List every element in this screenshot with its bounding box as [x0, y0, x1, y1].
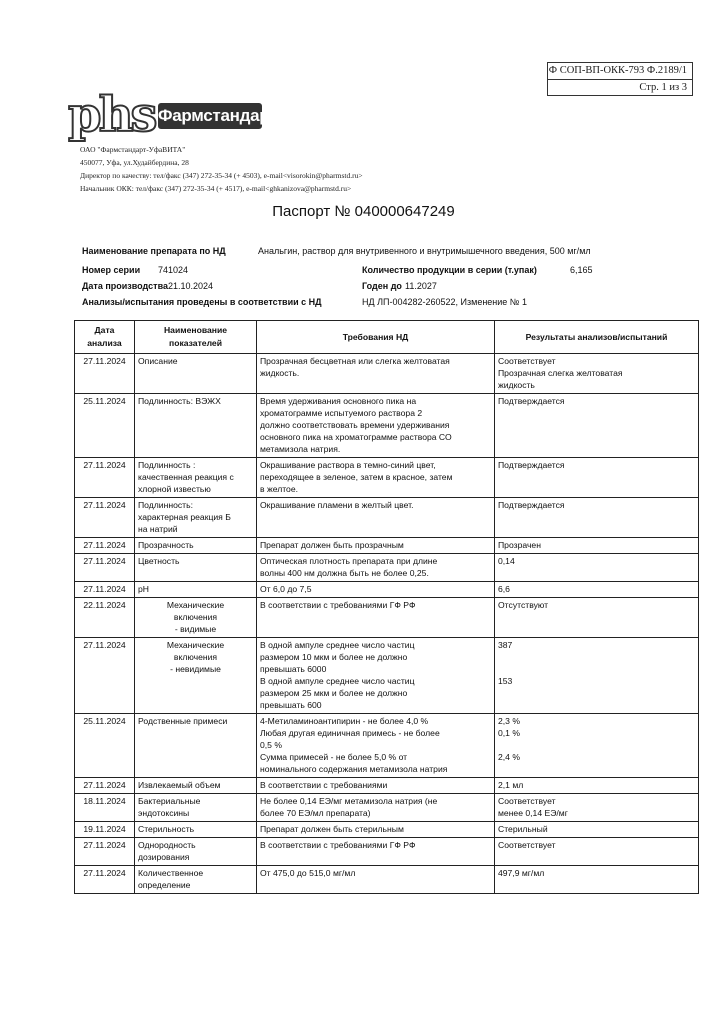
expiry-label: Годен до [362, 281, 402, 291]
logo-mark: phs [68, 87, 155, 143]
analysis-basis-label: Анализы/испытания проведены в соответствии с НД [82, 297, 322, 307]
document-form-code: Ф СОП-ВП-ОКК-793 Ф.2189/1 [548, 65, 687, 76]
cell-requirement: 4-Метиламиноантипирин - не более 4,0 % Любая другая единичная примесь - не более 0,5 % Сумма примесей - не более 5,0 % от номинального содержания метамизола натрия [257, 714, 495, 778]
cell-date: 19.11.2024 [75, 822, 135, 838]
table-row [75, 598, 699, 638]
series-value: 741024 [158, 265, 189, 275]
cell-requirement: В соответствии с требованиями ГФ РФ [257, 598, 495, 638]
cell-result: 497,9 мг/мл [495, 866, 699, 894]
drug-value: Анальгин, раствор для внутривенного и внутримышечного введения, 500 мг/мл [258, 246, 591, 256]
cell-result: Отсутствуют [495, 598, 699, 638]
header-results: Результаты анализов/испытаний [495, 321, 699, 354]
cell-requirement: В соответствии с требованиями ГФ РФ [257, 838, 495, 866]
cell-requirement: Окрашивание пламени в желтый цвет. [257, 498, 495, 538]
analysis-table [74, 320, 699, 894]
table-row [75, 638, 699, 714]
series-label: Номер серии [82, 265, 141, 275]
expiry-value: 11.2027 [405, 281, 437, 291]
cell-result: 0,14 [495, 554, 699, 582]
cell-indicator: Механические включения - невидимые [135, 638, 257, 714]
cell-indicator: Бактериальные эндотоксины [135, 794, 257, 822]
cell-date: 27.11.2024 [75, 354, 135, 394]
cell-date: 25.11.2024 [75, 394, 135, 458]
table-row [75, 838, 699, 866]
drug-label: Наименование препарата по НД [82, 246, 226, 256]
cell-result: Подтверждается [495, 458, 699, 498]
table-row [75, 498, 699, 538]
cell-date: 27.11.2024 [75, 638, 135, 714]
page-title: Паспорт № 040000647249 [272, 203, 455, 220]
cell-date: 27.11.2024 [75, 538, 135, 554]
logo-name: Фармстандарт [158, 103, 262, 129]
table-row [75, 866, 699, 894]
table-row [75, 582, 699, 598]
cell-result: Прозрачен [495, 538, 699, 554]
company-logo [68, 87, 278, 143]
cell-requirement: Препарат должен быть прозрачным [257, 538, 495, 554]
cell-result: 2,1 мл [495, 778, 699, 794]
table-row [75, 458, 699, 498]
table-row [75, 822, 699, 838]
organization-block [80, 143, 363, 195]
header-indicator: Наименование показателей [135, 321, 257, 354]
cell-date: 27.11.2024 [75, 582, 135, 598]
cell-indicator: Стерильность [135, 822, 257, 838]
header-date: Дата анализа [75, 321, 135, 354]
header-requirements: Требования НД [257, 321, 495, 354]
cell-date: 27.11.2024 [75, 866, 135, 894]
page-counter: Стр. 1 из 3 [548, 79, 692, 96]
document-code-box [547, 62, 693, 96]
cell-indicator: Однородность дозирования [135, 838, 257, 866]
table-row [75, 778, 699, 794]
table-row [75, 714, 699, 778]
production-date-label: Дата производства [82, 281, 168, 291]
analysis-basis-value: НД ЛП-004282-260522, Изменение № 1 [362, 297, 527, 307]
table-header-row [75, 321, 699, 354]
cell-date: 18.11.2024 [75, 794, 135, 822]
cell-requirement: Время удерживания основного пика на хроматограмме испытуемого раствора 2 должно соответствовать времени удерживания основного пика на хроматограмме раствора СО метамизола натрия. [257, 394, 495, 458]
quantity-value: 6,165 [570, 265, 593, 275]
org-okk-head: Начальник ОКК: тел/факс (347) 272-35-34 (+ 4517), e-mail<ghkanizova@pharmstd.ru> [80, 184, 352, 193]
cell-result: 6,6 [495, 582, 699, 598]
cell-requirement: В соответствии с требованиями [257, 778, 495, 794]
cell-date: 27.11.2024 [75, 554, 135, 582]
quantity-label: Количество продукции в серии (т.упак) [362, 265, 537, 275]
cell-indicator: Цветность [135, 554, 257, 582]
cell-requirement: Оптическая плотность препарата при длине волны 400 нм должна быть не более 0,25. [257, 554, 495, 582]
table-row [75, 394, 699, 458]
cell-date: 25.11.2024 [75, 714, 135, 778]
cell-indicator: Описание [135, 354, 257, 394]
cell-date: 22.11.2024 [75, 598, 135, 638]
cell-date: 27.11.2024 [75, 838, 135, 866]
cell-requirement: Не более 0,14 ЕЭ/мг метамизола натрия (не более 70 ЕЭ/мл препарата) [257, 794, 495, 822]
cell-result: Стерильный [495, 822, 699, 838]
cell-result: 387 153 [495, 638, 699, 714]
cell-date: 27.11.2024 [75, 458, 135, 498]
cell-indicator: pH [135, 582, 257, 598]
cell-indicator: Подлинность: ВЭЖХ [135, 394, 257, 458]
table-row [75, 354, 699, 394]
org-name: ОАО "Фармстандарт-УфаВИТА" [80, 145, 186, 154]
cell-indicator: Подлинность : качественная реакция с хлорной известью [135, 458, 257, 498]
cell-indicator: Прозрачность [135, 538, 257, 554]
cell-result: Подтверждается [495, 498, 699, 538]
cell-requirement: Препарат должен быть стерильным [257, 822, 495, 838]
cell-date: 27.11.2024 [75, 498, 135, 538]
table-row [75, 538, 699, 554]
cell-requirement: От 6,0 до 7,5 [257, 582, 495, 598]
table-row [75, 794, 699, 822]
cell-requirement: Окрашивание раствора в темно-синий цвет, переходящее в зеленое, затем в красное, затем в желтое. [257, 458, 495, 498]
cell-result: Соответствует [495, 838, 699, 866]
org-address: 450077, Уфа, ул.Худайбердина, 28 [80, 158, 189, 167]
cell-requirement: В одной ампуле среднее число частиц размером 10 мкм и более не должно превышать 6000 В одной ампуле среднее число частиц размером 25 мкм и более не должно превышать 600 [257, 638, 495, 714]
cell-indicator: Механические включения - видимые [135, 598, 257, 638]
cell-requirement: От 475,0 до 515,0 мг/мл [257, 866, 495, 894]
cell-date: 27.11.2024 [75, 778, 135, 794]
table-row [75, 554, 699, 582]
cell-requirement: Прозрачная бесцветная или слегка желтоватая жидкость. [257, 354, 495, 394]
cell-result: Подтверждается [495, 394, 699, 458]
cell-indicator: Родственные примеси [135, 714, 257, 778]
production-date-value: 21.10.2024 [168, 281, 214, 291]
cell-indicator: Подлинность: характерная реакция Б на натрий [135, 498, 257, 538]
cell-result: Соответствует Прозрачная слегка желтоватая жидкость [495, 354, 699, 394]
cell-indicator: Количественное определение [135, 866, 257, 894]
cell-result: 2,3 % 0,1 % 2,4 % [495, 714, 699, 778]
cell-result: Соответствует менее 0,14 ЕЭ/мг [495, 794, 699, 822]
org-director: Директор по качеству: тел/факс (347) 272-35-34 (+ 4503), e-mail<visorokin@pharmstd.ru> [80, 171, 363, 180]
cell-indicator: Извлекаемый объем [135, 778, 257, 794]
